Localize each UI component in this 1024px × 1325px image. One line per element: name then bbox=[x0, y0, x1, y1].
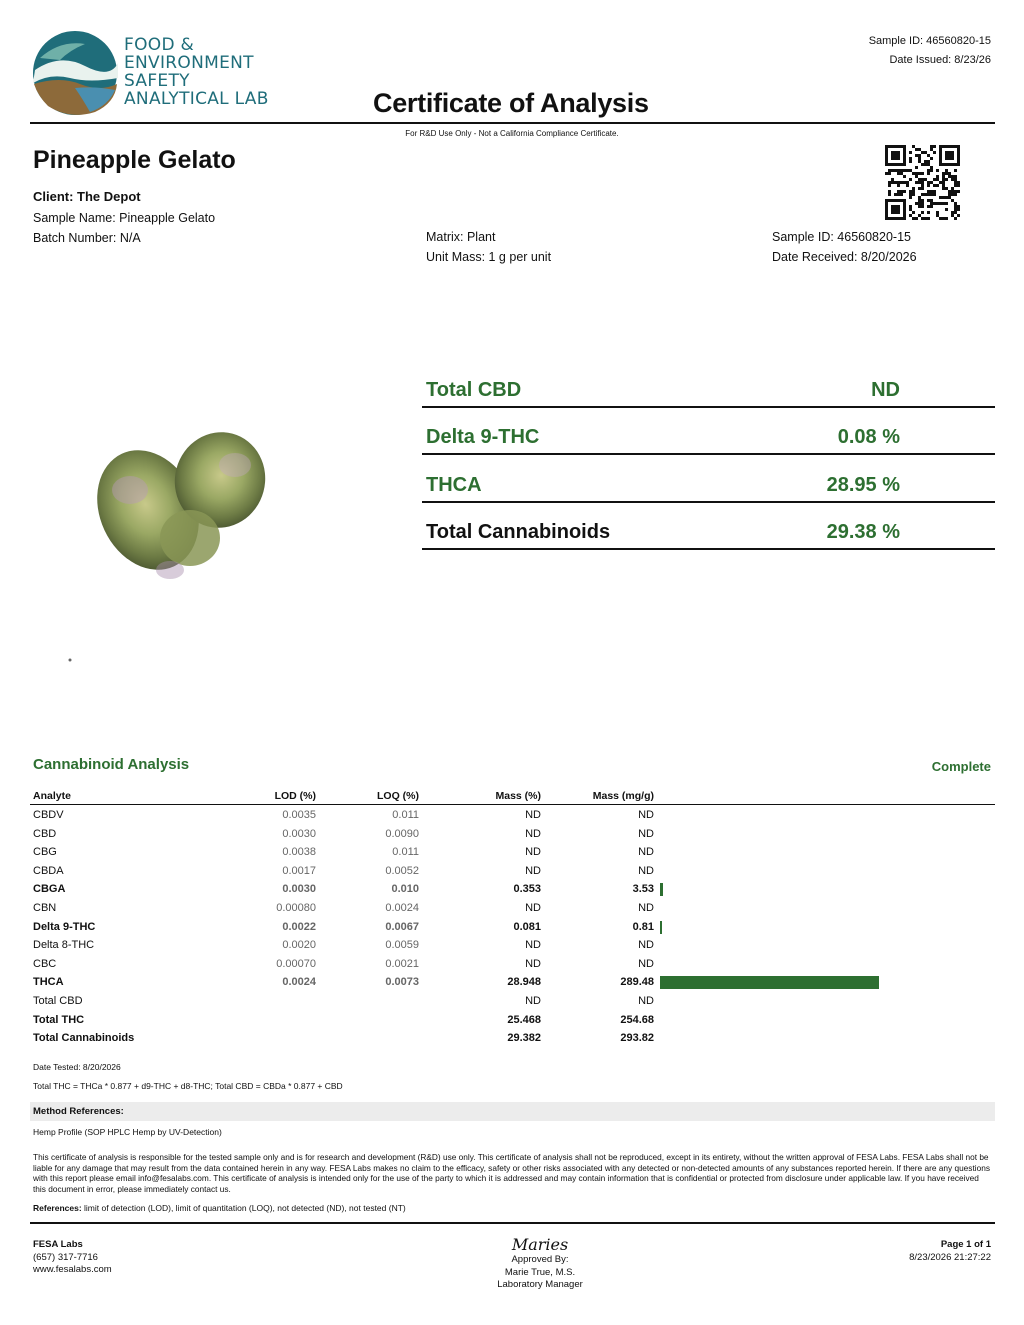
client-name: Client: The Depot bbox=[33, 189, 141, 204]
matrix: Matrix: Plant bbox=[426, 230, 496, 244]
table-row bbox=[30, 1032, 995, 1051]
loq-cell: 0.0021 bbox=[385, 957, 419, 970]
approver-name: Marie True, M.S. bbox=[504, 1266, 576, 1278]
sample-info-middle bbox=[426, 227, 551, 267]
date-received: Date Received: 8/20/2026 bbox=[772, 250, 917, 264]
col-mass-pct: Mass (%) bbox=[495, 790, 541, 802]
lod-cell: 0.0030 bbox=[282, 883, 316, 896]
analyte-cell: CBG bbox=[33, 846, 57, 859]
mass-bar bbox=[660, 883, 663, 896]
loq-cell: 0.011 bbox=[392, 809, 419, 821]
table-row bbox=[30, 939, 995, 958]
table-row bbox=[30, 846, 995, 865]
mass-pct-cell: 28.948 bbox=[507, 976, 541, 989]
approver-title: Laboratory Manager bbox=[497, 1279, 583, 1290]
date-tested: Date Tested: 8/20/2026 bbox=[33, 1062, 121, 1072]
header-meta bbox=[869, 32, 991, 70]
analyte-cell: Delta 8-THC bbox=[33, 939, 95, 952]
analyte-cell: Total CBD bbox=[33, 995, 83, 1007]
lod-cell: 0.0020 bbox=[282, 939, 316, 952]
mass-mgg-cell: 293.82 bbox=[620, 1032, 654, 1045]
legal-disclaimer: This certificate of analysis is responsible for the tested sample only and is for research and development (R&D) use only. This certificate of analysis shall not be reproduced, except in its entirety, without the written approval of FESA Labs. FESA Labs shall not be liable for any damage that may result from the data contained herein in any way. FESA Labs makes no claim to the efficacy, safety or other risks associated with any detected or non-detected amounts of any substances reported herein. If there are any questions with this report please email info@fesalabs.com. This certificate of analysis is intended only for the use of the party to which it is addressed and may contain information that is confidential or protected from disclosure under applicable law. If you have received this document in error, please immediately contact us. bbox=[33, 1152, 990, 1194]
table-row bbox=[30, 809, 995, 828]
loq-cell: 0.0052 bbox=[385, 864, 419, 877]
generated-timestamp: 8/23/2026 21:27:22 bbox=[909, 1251, 991, 1263]
analyte-cell: Delta 9-THC bbox=[33, 920, 96, 933]
col-lod: LOD (%) bbox=[274, 790, 316, 802]
method-reference-text: Hemp Profile (SOP HPLC Hemp by UV-Detection) bbox=[33, 1127, 222, 1137]
product-photo bbox=[30, 280, 400, 740]
loq-cell: 0.0090 bbox=[385, 827, 419, 840]
mass-pct-cell: ND bbox=[525, 995, 541, 1007]
mass-mgg-cell: ND bbox=[638, 846, 654, 859]
mass-mgg-cell: ND bbox=[638, 809, 654, 821]
summary-delta9-thc: Delta 9-THC 0.08 % bbox=[422, 407, 995, 455]
analyte-cell: CBC bbox=[33, 957, 57, 970]
mass-pct-cell: ND bbox=[525, 809, 541, 821]
lod-cell: 0.00080 bbox=[276, 902, 316, 914]
loq-cell: 0.011 bbox=[392, 846, 419, 859]
lod-cell: 0.0017 bbox=[282, 864, 316, 877]
col-mass-mgg: Mass (mg/g) bbox=[592, 790, 654, 802]
loq-cell: 0.0073 bbox=[385, 976, 419, 989]
disclaimer: For R&D Use Only - Not a California Compliance Certificate. bbox=[405, 129, 619, 138]
lod-cell: 0.0022 bbox=[282, 920, 316, 933]
analyte-cell: Total THC bbox=[33, 1013, 85, 1026]
mass-mgg-cell: ND bbox=[638, 939, 654, 952]
mass-bar bbox=[660, 976, 879, 989]
loq-cell: 0.0024 bbox=[385, 902, 419, 914]
mass-pct-cell: ND bbox=[525, 902, 541, 914]
logo-emblem-icon bbox=[30, 28, 120, 118]
lab-logo bbox=[30, 28, 280, 120]
references-text: limit of detection (LOD), limit of quantitation (LOQ), not detected (ND), not tested (NT) bbox=[81, 1203, 406, 1213]
company-phone: (657) 317-7716 bbox=[33, 1251, 98, 1263]
qr-code-icon[interactable] bbox=[885, 145, 960, 220]
references-line bbox=[33, 1203, 406, 1213]
signature: Maries bbox=[511, 1235, 569, 1254]
batch-number: Batch Number: N/A bbox=[33, 231, 141, 245]
sample-info-left bbox=[33, 208, 215, 248]
table-row bbox=[30, 921, 995, 940]
analyte-cell: CBD bbox=[33, 827, 57, 840]
table-row bbox=[30, 1014, 995, 1033]
analyte-cell: CBDA bbox=[33, 864, 64, 877]
footer-divider bbox=[30, 1222, 995, 1224]
mass-mgg-cell: 3.53 bbox=[632, 883, 654, 896]
lod-cell: 0.00070 bbox=[276, 957, 316, 970]
mass-bar bbox=[660, 921, 662, 934]
unit-mass: Unit Mass: 1 g per unit bbox=[426, 250, 552, 264]
mass-pct-cell: ND bbox=[525, 957, 541, 970]
mass-mgg-cell: 289.48 bbox=[620, 976, 654, 989]
company-name: FESA Labs bbox=[33, 1239, 83, 1250]
method-references-header: Method References: bbox=[30, 1102, 995, 1121]
mass-mgg-cell: ND bbox=[638, 864, 654, 877]
mass-pct-cell: 0.353 bbox=[513, 883, 541, 896]
mass-pct-cell: 29.382 bbox=[507, 1032, 541, 1045]
logo-wordmark: FOOD & ENVIRONMENT SAFETY ANALYTICAL LAB bbox=[124, 35, 269, 109]
mass-pct-cell: ND bbox=[525, 939, 541, 952]
mass-mgg-cell: ND bbox=[638, 827, 654, 840]
table-row bbox=[30, 902, 995, 921]
header-sample-id: Sample ID: 46560820-15 bbox=[868, 35, 991, 47]
col-analyte: Analyte bbox=[33, 790, 71, 802]
table-row bbox=[30, 976, 995, 995]
mass-mgg-cell: 0.81 bbox=[632, 920, 654, 933]
table-row bbox=[30, 995, 995, 1014]
lod-cell: 0.0030 bbox=[282, 827, 316, 840]
total-formula: Total THC = THCa * 0.877 + d9-THC + d8-THC; Total CBD = CBDa * 0.877 + CBD bbox=[33, 1081, 343, 1091]
analyte-cell: THCA bbox=[33, 976, 64, 989]
table-row bbox=[30, 865, 995, 884]
summary-total-cannabinoids: Total Cannabinoids 29.38 % bbox=[422, 502, 995, 550]
analyte-cell: CBN bbox=[33, 902, 57, 914]
document-title: Certificate of Analysis bbox=[373, 88, 649, 118]
analyte-cell: CBDV bbox=[33, 809, 64, 821]
mass-pct-cell: 0.081 bbox=[513, 920, 541, 933]
page-number: Page 1 of 1 bbox=[940, 1239, 991, 1250]
mass-pct-cell: ND bbox=[525, 846, 541, 859]
analysis-title: Cannabinoid Analysis bbox=[33, 756, 190, 773]
footer-approval bbox=[440, 1236, 640, 1292]
footer-page-info bbox=[909, 1239, 991, 1264]
table-row bbox=[30, 958, 995, 977]
loq-cell: 0.0067 bbox=[385, 920, 419, 933]
footer-company bbox=[33, 1239, 112, 1277]
lod-cell: 0.0038 bbox=[282, 846, 316, 859]
mass-mgg-cell: 254.68 bbox=[620, 1013, 654, 1026]
sample-id: Sample ID: 46560820-15 bbox=[772, 230, 911, 244]
mass-mgg-cell: ND bbox=[638, 902, 654, 914]
analysis-status-badge: Complete bbox=[931, 759, 991, 774]
sample-name: Sample Name: Pineapple Gelato bbox=[33, 211, 216, 225]
analyte-cell: Total Cannabinoids bbox=[33, 1032, 135, 1045]
table-row bbox=[30, 828, 995, 847]
analysis-table-header bbox=[30, 790, 995, 805]
lod-cell: 0.0035 bbox=[282, 809, 316, 821]
sample-info-right bbox=[772, 227, 917, 267]
approved-by-label: Approved By: bbox=[511, 1254, 569, 1265]
mass-pct-cell: 25.468 bbox=[507, 1013, 541, 1026]
lod-cell: 0.0024 bbox=[282, 976, 316, 989]
mass-pct-cell: ND bbox=[525, 864, 541, 877]
company-website[interactable]: www.fesalabs.com bbox=[33, 1264, 112, 1275]
loq-cell: 0.010 bbox=[391, 883, 419, 896]
col-loq: LOQ (%) bbox=[377, 790, 419, 802]
summary-thca: THCA 28.95 % bbox=[422, 455, 995, 503]
analyte-cell: CBGA bbox=[33, 883, 66, 896]
header-divider bbox=[30, 122, 995, 124]
mass-mgg-cell: ND bbox=[638, 957, 654, 970]
mass-pct-cell: ND bbox=[525, 827, 541, 840]
summary-total-cbd: Total CBD ND bbox=[422, 360, 995, 408]
mass-mgg-cell: ND bbox=[638, 995, 654, 1007]
product-name: Pineapple Gelato bbox=[33, 146, 236, 174]
table-row bbox=[30, 883, 995, 902]
references-label: References: bbox=[33, 1203, 82, 1213]
header-date-issued: Date Issued: 8/23/26 bbox=[889, 54, 991, 66]
loq-cell: 0.0059 bbox=[385, 939, 419, 952]
